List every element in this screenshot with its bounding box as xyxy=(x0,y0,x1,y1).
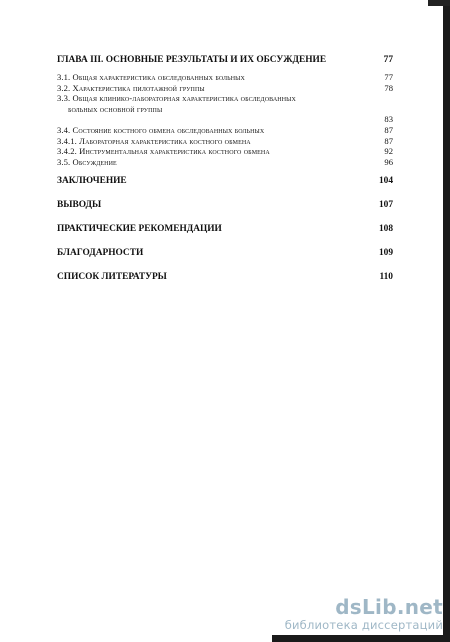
scan-border-bottom xyxy=(272,635,450,642)
toc-entry-line xyxy=(57,104,393,115)
toc-section-3-4[interactable] xyxy=(57,125,393,136)
toc-entry-label: 3.3. Общая клинико-лабораторная характеристика обследованных xyxy=(57,93,296,104)
toc-page-number: 77 xyxy=(384,72,393,82)
toc-page-number: 110 xyxy=(379,272,393,283)
toc-conclusion[interactable] xyxy=(57,175,393,187)
toc-page-number: 104 xyxy=(378,176,393,187)
toc-recommendations[interactable] xyxy=(57,223,393,235)
toc-section-3-4-2[interactable] xyxy=(57,146,393,157)
scan-border-right xyxy=(443,0,450,642)
toc-page-number: 83 xyxy=(384,114,393,125)
toc-entry-label: БЛАГОДАРНОСТИ xyxy=(57,248,144,259)
toc-page-number: 107 xyxy=(378,200,393,211)
toc-page-number: 77 xyxy=(383,55,393,65)
watermark[interactable] xyxy=(271,596,443,632)
toc-page-number: 96 xyxy=(384,156,393,167)
toc-entry-label: 3.4.2. Инструментальная характеристика костного обмена xyxy=(57,146,270,157)
toc-entry-label: ПРАКТИЧЕСКИЕ РЕКОМЕНДАЦИИ xyxy=(57,224,222,235)
toc-entry-line xyxy=(57,114,393,125)
toc-page-number: 78 xyxy=(384,82,393,93)
toc-entry-label: 3.4.1. Лабораторная характеристика костного обмена xyxy=(57,135,251,146)
toc-entry-label: 3.1. Общая характеристика обследованных больных xyxy=(57,72,245,82)
toc-entry-line xyxy=(57,93,393,104)
toc-chapter-3[interactable] xyxy=(57,54,393,66)
toc-section-3-5[interactable] xyxy=(57,157,393,168)
toc-page-number: 108 xyxy=(378,224,393,235)
scan-mark-top xyxy=(428,0,450,6)
toc-entry-label: ЗАКЛЮЧЕНИЕ xyxy=(57,176,127,187)
toc-page-number: 92 xyxy=(384,146,393,157)
watermark-logo: dsLib.net xyxy=(335,595,443,619)
toc-section-3-3[interactable] xyxy=(57,93,393,125)
toc-acknowledgements[interactable] xyxy=(57,247,393,259)
toc-entry-label: ВЫВОДЫ xyxy=(57,200,102,211)
toc-page-number: 109 xyxy=(378,248,393,259)
toc-findings[interactable] xyxy=(57,199,393,211)
toc-page-number: 87 xyxy=(384,124,393,135)
toc-section-3-1[interactable] xyxy=(57,72,393,83)
watermark-subtitle: библиотека диссертаций xyxy=(284,618,443,632)
toc-entry-label: 3.4. Состояние костного обмена обследованных больных xyxy=(57,124,265,135)
toc-page-number: 87 xyxy=(384,135,393,146)
toc-section-3-2[interactable] xyxy=(57,83,393,94)
toc-entry-label: СПИСОК ЛИТЕРАТУРЫ xyxy=(57,272,167,283)
table-of-contents xyxy=(57,54,393,283)
toc-entry-label: ГЛАВА III. ОСНОВНЫЕ РЕЗУЛЬТАТЫ И ИХ ОБСУЖДЕНИЕ xyxy=(57,55,327,65)
toc-section-3-4-1[interactable] xyxy=(57,136,393,147)
toc-entry-label: 3.5. Обсуждение xyxy=(57,156,117,167)
toc-references[interactable] xyxy=(57,271,393,283)
toc-entry-label-continued: больных основной группы xyxy=(68,103,163,114)
toc-entry-label: 3.2. Характеристика пилотажной группы xyxy=(57,82,205,93)
